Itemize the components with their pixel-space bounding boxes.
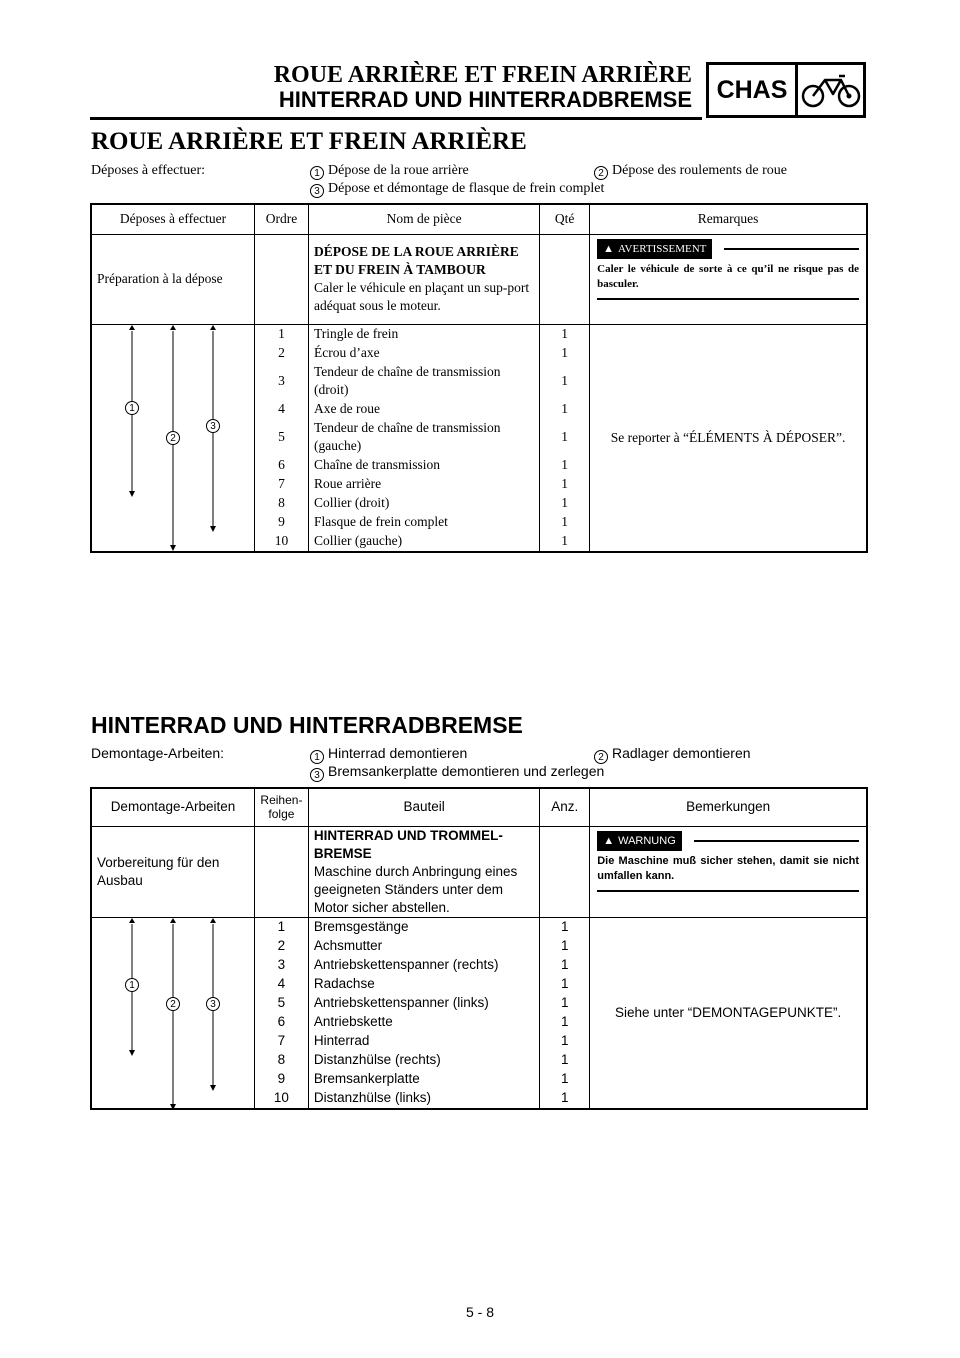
intro-item-fr-2: 2 Dépose des roulements de roue [594,162,787,180]
prep-text: Caler le véhicule en plaçant un sup-port adéquat sous le moteur. [313,280,530,313]
warning-text: Caler le véhicule de sorte à ce qu’il ne risque pas de basculer. [597,262,859,300]
row-qty: 1 [540,955,590,974]
intro-label-fr: Déposes à effectuer: [91,163,206,178]
prep-title: HINTERRAD UND TROMMEL-BREMSE [313,827,503,861]
row-order: 5 [255,418,309,455]
row-part: Collier (droit) [308,493,539,512]
row-qty: 1 [540,343,590,362]
header-title-fr: ROUE ARRIÈRE ET FREIN ARRIÈRE [273,62,692,88]
row-qty: 1 [540,993,590,1012]
step-marker: 2 [594,750,608,764]
step-marker: 3 [206,419,220,433]
row-order: 3 [254,955,308,974]
row-order: 1 [255,324,309,343]
header-title-de: HINTERRAD UND HINTERRADBREMSE [278,87,692,112]
step-marker: 2 [166,431,180,445]
row-order: 3 [255,362,309,399]
section-title-de: HINTERRAD UND HINTERRADBREMSE [91,712,523,738]
step-marker: 3 [310,768,324,782]
prep-label: Vorbereitung für den Ausbau [91,826,254,917]
table-header: Bauteil [308,788,539,826]
row-part: Distanzhülse (links) [308,1088,539,1109]
row-qty: 1 [540,974,590,993]
step-arrows [91,917,254,1109]
row-order: 10 [254,1088,308,1109]
row-qty: 1 [540,474,590,493]
row-qty: 1 [540,1088,590,1109]
table-header: Nom de pièce [308,204,539,234]
row-part: Tringle de frein [308,324,539,343]
row-qty: 1 [540,324,590,343]
warning-icon: ▲ [603,242,615,255]
warning-icon: ▲ [603,834,615,847]
row-part: Tendeur de chaîne de transmission (gauche) [308,418,539,455]
table-header: Qté [540,204,590,234]
table-header: Remarques [590,204,867,234]
warning-text: Die Maschine muß sicher stehen, damit sie nicht umfallen kann. [597,854,859,892]
section-code: CHAS [709,65,798,115]
row-part: Antriebskettenspanner (rechts) [308,955,539,974]
step-marker: 1 [310,166,324,180]
step-arrows [91,324,255,552]
table-header: Bemerkungen [590,788,867,826]
table-header: Demontage-Arbeiten [91,788,254,826]
row-qty: 1 [540,1069,590,1088]
step-marker: 2 [594,166,608,180]
intro-item-de-2: 2 Radlager demontieren [594,744,751,764]
prep-text: Maschine durch Anbringung eines geeigneten Ständers unter dem Motor sicher abstellen. [313,863,518,915]
remark-cell: Se reporter à “ÉLÉMENTS À DÉPOSER”. [590,324,867,552]
row-order: 6 [254,1012,308,1031]
row-order: 8 [254,1050,308,1069]
row-qty: 1 [540,455,590,474]
remark-cell: Siehe unter “DEMONTAGEPUNKTE”. [590,917,867,1109]
row-qty: 1 [540,531,590,552]
row-order: 6 [255,455,309,474]
warning-box [595,235,861,304]
row-qty: 1 [540,1012,590,1031]
step-marker: 2 [166,997,180,1011]
warning-label: AVERTISSEMENT [618,242,707,255]
row-part: Écrou d’axe [308,343,539,362]
prep-label: Préparation à la dépose [91,234,255,324]
table-header: Anz. [540,788,590,826]
row-part: Antriebskette [308,1012,539,1031]
prep-title: DÉPOSE DE LA ROUE ARRIÈRE ET DU FREIN À TAMBOUR [313,244,519,277]
row-part: Hinterrad [308,1031,539,1050]
row-qty: 1 [540,917,590,936]
row-part: Flasque de frein complet [308,512,539,531]
row-part: Tendeur de chaîne de transmission (droit) [308,362,539,399]
motorcycle-icon [798,65,863,115]
row-order: 7 [254,1031,308,1050]
prep-cell [308,234,539,324]
row-part: Roue arrière [308,474,539,493]
table-header: Ordre [255,204,309,234]
intro-item-fr-3: 3 Dépose et démontage de flasque de frein complet [310,180,604,198]
row-qty: 1 [540,1031,590,1050]
prep-cell [308,826,539,917]
row-order: 4 [254,974,308,993]
intro-item-fr-1: 1 Dépose de la roue arrière [310,162,469,180]
row-part: Axe de roue [308,399,539,418]
table-header: Reihen-folge [254,788,308,826]
row-order: 8 [255,493,309,512]
table-header: Déposes à effectuer [91,204,255,234]
page-number: 5 - 8 [465,1304,494,1320]
intro-item-de-1: 1 Hinterrad demontieren [310,744,467,764]
row-qty: 1 [540,362,590,399]
row-part: Bremsgestänge [308,917,539,936]
row-order: 9 [254,1069,308,1088]
step-marker: 3 [206,997,220,1011]
row-order: 4 [255,399,309,418]
row-part: Chaîne de transmission [308,455,539,474]
row-qty: 1 [540,1050,590,1069]
row-part: Achsmutter [308,936,539,955]
row-qty: 1 [540,493,590,512]
row-qty: 1 [540,418,590,455]
removal-table-fr [90,203,868,553]
row-part: Bremsankerplatte [308,1069,539,1088]
section-badge [706,62,866,118]
row-order: 5 [254,993,308,1012]
row-part: Collier (gauche) [308,531,539,552]
warning-label: WARNUNG [618,834,676,847]
intro-label-de: Demontage-Arbeiten: [91,745,225,761]
intro-item-de-3: 3 Bremsankerplatte demontieren und zerlegen [310,762,604,782]
step-marker: 1 [125,401,139,415]
row-order: 1 [254,917,308,936]
row-qty: 1 [540,512,590,531]
header-rule [90,117,702,120]
removal-table-de [90,787,868,1110]
warning-box [595,827,861,896]
row-order: 2 [254,936,308,955]
step-marker: 1 [310,750,324,764]
row-part: Antriebskettenspanner (links) [308,993,539,1012]
row-part: Distanzhülse (rechts) [308,1050,539,1069]
step-marker: 3 [310,184,324,198]
section-title-fr: ROUE ARRIÈRE ET FREIN ARRIÈRE [91,128,527,155]
row-order: 7 [255,474,309,493]
row-qty: 1 [540,936,590,955]
row-order: 2 [255,343,309,362]
row-order: 10 [255,531,309,552]
row-part: Radachse [308,974,539,993]
step-marker: 1 [125,978,139,992]
row-qty: 1 [540,399,590,418]
row-order: 9 [255,512,309,531]
